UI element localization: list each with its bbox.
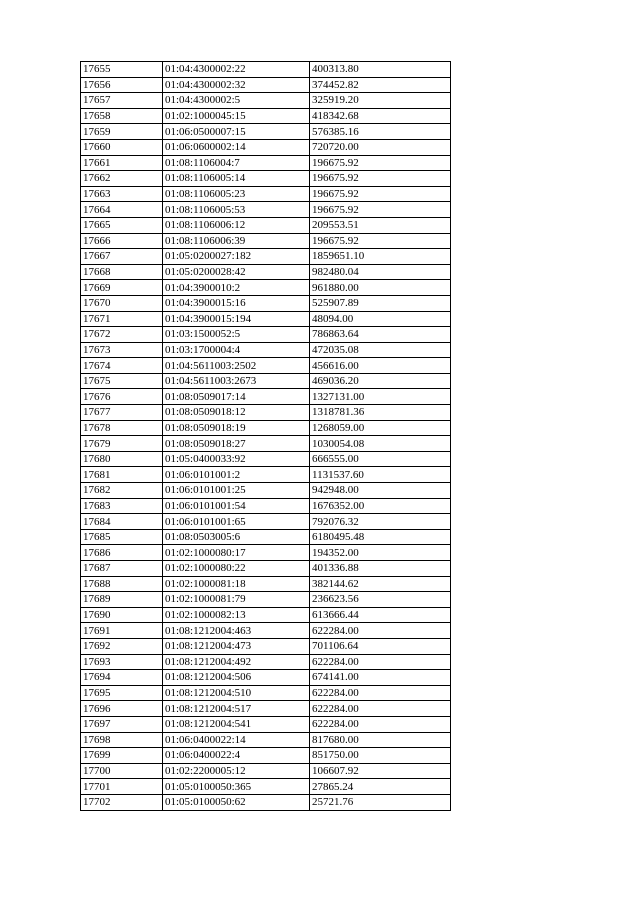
cadastral-number-cell: 01:08:1106004:7 — [163, 155, 310, 171]
table-body — [81, 62, 451, 811]
value-cell: 418342.68 — [310, 108, 451, 124]
row-number-cell: 17680 — [81, 451, 163, 467]
row-number-cell: 17691 — [81, 623, 163, 639]
table-row — [81, 451, 451, 467]
cadastral-number-cell: 01:06:0400022:14 — [163, 732, 310, 748]
row-number-cell: 17682 — [81, 483, 163, 499]
row-number-cell: 17698 — [81, 732, 163, 748]
table-row — [81, 420, 451, 436]
cadastral-number-cell: 01:08:0509018:27 — [163, 436, 310, 452]
cadastral-number-cell: 01:05:0100050:365 — [163, 779, 310, 795]
value-cell: 961880.00 — [310, 280, 451, 296]
value-cell: 469036.20 — [310, 373, 451, 389]
row-number-cell: 17662 — [81, 171, 163, 187]
cadastral-number-cell: 01:02:2200005:12 — [163, 763, 310, 779]
table-row — [81, 342, 451, 358]
row-number-cell: 17690 — [81, 607, 163, 623]
table-row — [81, 498, 451, 514]
cadastral-number-cell: 01:02:1000081:18 — [163, 576, 310, 592]
table-row — [81, 389, 451, 405]
value-cell: 576385.16 — [310, 124, 451, 140]
row-number-cell: 17674 — [81, 358, 163, 374]
row-number-cell: 17701 — [81, 779, 163, 795]
row-number-cell: 17677 — [81, 405, 163, 421]
value-cell: 1318781.36 — [310, 405, 451, 421]
value-cell: 666555.00 — [310, 451, 451, 467]
table-row — [81, 217, 451, 233]
row-number-cell: 17694 — [81, 670, 163, 686]
cadastral-number-cell: 01:08:0509018:12 — [163, 405, 310, 421]
table-row — [81, 732, 451, 748]
table-row — [81, 139, 451, 155]
row-number-cell: 17681 — [81, 467, 163, 483]
value-cell: 382144.62 — [310, 576, 451, 592]
row-number-cell: 17660 — [81, 139, 163, 155]
table-row — [81, 545, 451, 561]
value-cell: 786863.64 — [310, 327, 451, 343]
table-row — [81, 93, 451, 109]
table-row — [81, 561, 451, 577]
value-cell: 48094.00 — [310, 311, 451, 327]
table-row — [81, 171, 451, 187]
table-row — [81, 249, 451, 265]
cadastral-number-cell: 01:08:1106006:12 — [163, 217, 310, 233]
cadastral-number-cell: 01:04:4300002:5 — [163, 93, 310, 109]
row-number-cell: 17678 — [81, 420, 163, 436]
value-cell: 622284.00 — [310, 716, 451, 732]
table-row — [81, 373, 451, 389]
value-cell: 196675.92 — [310, 186, 451, 202]
cadastral-number-cell: 01:02:1000045:15 — [163, 108, 310, 124]
table-row — [81, 436, 451, 452]
value-cell: 792076.32 — [310, 514, 451, 530]
value-cell: 1030054.08 — [310, 436, 451, 452]
row-number-cell: 17700 — [81, 763, 163, 779]
table-row — [81, 514, 451, 530]
table-row — [81, 295, 451, 311]
value-cell: 6180495.48 — [310, 529, 451, 545]
row-number-cell: 17671 — [81, 311, 163, 327]
value-cell: 622284.00 — [310, 654, 451, 670]
row-number-cell: 17685 — [81, 529, 163, 545]
value-cell: 236623.56 — [310, 592, 451, 608]
cadastral-number-cell: 01:06:0600002:14 — [163, 139, 310, 155]
value-cell: 817680.00 — [310, 732, 451, 748]
row-number-cell: 17658 — [81, 108, 163, 124]
cadastral-number-cell: 01:08:1212004:492 — [163, 654, 310, 670]
row-number-cell: 17672 — [81, 327, 163, 343]
row-number-cell: 17670 — [81, 295, 163, 311]
value-cell: 325919.20 — [310, 93, 451, 109]
cadastral-number-cell: 01:08:1212004:506 — [163, 670, 310, 686]
row-number-cell: 17683 — [81, 498, 163, 514]
table-row — [81, 108, 451, 124]
value-cell: 209553.51 — [310, 217, 451, 233]
table-row — [81, 685, 451, 701]
table-row — [81, 748, 451, 764]
row-number-cell: 17699 — [81, 748, 163, 764]
row-number-cell: 17684 — [81, 514, 163, 530]
value-cell: 851750.00 — [310, 748, 451, 764]
value-cell: 1676352.00 — [310, 498, 451, 514]
value-cell: 106607.92 — [310, 763, 451, 779]
value-cell: 374452.82 — [310, 77, 451, 93]
table-row — [81, 638, 451, 654]
row-number-cell: 17687 — [81, 561, 163, 577]
value-cell: 25721.76 — [310, 794, 451, 810]
value-cell: 622284.00 — [310, 623, 451, 639]
value-cell: 196675.92 — [310, 155, 451, 171]
cadastral-number-cell: 01:05:0100050:62 — [163, 794, 310, 810]
table-row — [81, 623, 451, 639]
value-cell: 1327131.00 — [310, 389, 451, 405]
row-number-cell: 17676 — [81, 389, 163, 405]
table-row — [81, 311, 451, 327]
row-number-cell: 17666 — [81, 233, 163, 249]
row-number-cell: 17656 — [81, 77, 163, 93]
row-number-cell: 17702 — [81, 794, 163, 810]
table-row — [81, 794, 451, 810]
table-row — [81, 405, 451, 421]
table-row — [81, 483, 451, 499]
table-row — [81, 358, 451, 374]
value-cell: 1131537.60 — [310, 467, 451, 483]
row-number-cell: 17689 — [81, 592, 163, 608]
cadastral-number-cell: 01:06:0101001:65 — [163, 514, 310, 530]
cadastral-number-cell: 01:04:5611003:2673 — [163, 373, 310, 389]
cadastral-number-cell: 01:08:0503005:6 — [163, 529, 310, 545]
row-number-cell: 17679 — [81, 436, 163, 452]
cadastral-number-cell: 01:04:3900015:16 — [163, 295, 310, 311]
cadastral-number-cell: 01:05:0400033:92 — [163, 451, 310, 467]
value-cell: 1859651.10 — [310, 249, 451, 265]
row-number-cell: 17667 — [81, 249, 163, 265]
row-number-cell: 17664 — [81, 202, 163, 218]
row-number-cell: 17695 — [81, 685, 163, 701]
value-cell: 196675.92 — [310, 171, 451, 187]
value-cell: 196675.92 — [310, 233, 451, 249]
table-row — [81, 670, 451, 686]
table-row — [81, 607, 451, 623]
cadastral-number-cell: 01:05:0200028:42 — [163, 264, 310, 280]
table-row — [81, 155, 451, 171]
table-row — [81, 779, 451, 795]
table-row — [81, 327, 451, 343]
row-number-cell: 17659 — [81, 124, 163, 140]
row-number-cell: 17693 — [81, 654, 163, 670]
cadastral-number-cell: 01:06:0400022:4 — [163, 748, 310, 764]
row-number-cell: 17663 — [81, 186, 163, 202]
cadastral-number-cell: 01:08:1212004:517 — [163, 701, 310, 717]
row-number-cell: 17697 — [81, 716, 163, 732]
cadastral-number-cell: 01:04:3900015:194 — [163, 311, 310, 327]
cadastral-number-cell: 01:08:1106006:39 — [163, 233, 310, 249]
cadastral-number-cell: 01:04:3900010:2 — [163, 280, 310, 296]
table-row — [81, 592, 451, 608]
value-cell: 613666.44 — [310, 607, 451, 623]
row-number-cell: 17661 — [81, 155, 163, 171]
cadastral-number-cell: 01:08:1212004:463 — [163, 623, 310, 639]
table-row — [81, 654, 451, 670]
table-row — [81, 264, 451, 280]
value-cell: 525907.89 — [310, 295, 451, 311]
cadastral-number-cell: 01:08:0509017:14 — [163, 389, 310, 405]
cadastral-number-cell: 01:08:0509018:19 — [163, 420, 310, 436]
cadastral-number-cell: 01:02:1000080:22 — [163, 561, 310, 577]
table-row — [81, 202, 451, 218]
row-number-cell: 17657 — [81, 93, 163, 109]
row-number-cell: 17673 — [81, 342, 163, 358]
table-row — [81, 124, 451, 140]
cadastral-number-cell: 01:03:1700004:4 — [163, 342, 310, 358]
row-number-cell: 17675 — [81, 373, 163, 389]
value-cell: 1268059.00 — [310, 420, 451, 436]
table-row — [81, 701, 451, 717]
cadastral-number-cell: 01:08:1212004:510 — [163, 685, 310, 701]
value-cell: 622284.00 — [310, 685, 451, 701]
cadastral-number-cell: 01:06:0101001:2 — [163, 467, 310, 483]
cadastral-number-cell: 01:08:1212004:541 — [163, 716, 310, 732]
value-cell: 982480.04 — [310, 264, 451, 280]
row-number-cell: 17692 — [81, 638, 163, 654]
table-row — [81, 576, 451, 592]
row-number-cell: 17669 — [81, 280, 163, 296]
row-number-cell: 17655 — [81, 62, 163, 78]
value-cell: 942948.00 — [310, 483, 451, 499]
table-row — [81, 763, 451, 779]
table-row — [81, 233, 451, 249]
value-cell: 720720.00 — [310, 139, 451, 155]
row-number-cell: 17665 — [81, 217, 163, 233]
cadastral-number-cell: 01:08:1106005:14 — [163, 171, 310, 187]
row-number-cell: 17668 — [81, 264, 163, 280]
data-table — [80, 61, 451, 811]
row-number-cell: 17696 — [81, 701, 163, 717]
cadastral-number-cell: 01:08:1212004:473 — [163, 638, 310, 654]
cadastral-number-cell: 01:04:4300002:32 — [163, 77, 310, 93]
value-cell: 456616.00 — [310, 358, 451, 374]
cadastral-number-cell: 01:08:1106005:23 — [163, 186, 310, 202]
cadastral-number-cell: 01:08:1106005:53 — [163, 202, 310, 218]
cadastral-number-cell: 01:06:0500007:15 — [163, 124, 310, 140]
table-row — [81, 716, 451, 732]
cadastral-number-cell: 01:02:1000082:13 — [163, 607, 310, 623]
cadastral-number-cell: 01:06:0101001:25 — [163, 483, 310, 499]
row-number-cell: 17686 — [81, 545, 163, 561]
cadastral-number-cell: 01:05:0200027:182 — [163, 249, 310, 265]
value-cell: 472035.08 — [310, 342, 451, 358]
value-cell: 400313.80 — [310, 62, 451, 78]
value-cell: 27865.24 — [310, 779, 451, 795]
cadastral-number-cell: 01:04:4300002:22 — [163, 62, 310, 78]
value-cell: 401336.88 — [310, 561, 451, 577]
value-cell: 194352.00 — [310, 545, 451, 561]
value-cell: 622284.00 — [310, 701, 451, 717]
cadastral-number-cell: 01:02:1000080:17 — [163, 545, 310, 561]
cadastral-number-cell: 01:06:0101001:54 — [163, 498, 310, 514]
row-number-cell: 17688 — [81, 576, 163, 592]
table-row — [81, 280, 451, 296]
table-row — [81, 529, 451, 545]
table-row — [81, 467, 451, 483]
table-row — [81, 186, 451, 202]
cadastral-number-cell: 01:02:1000081:79 — [163, 592, 310, 608]
table-row — [81, 77, 451, 93]
value-cell: 701106.64 — [310, 638, 451, 654]
value-cell: 674141.00 — [310, 670, 451, 686]
table-row — [81, 62, 451, 78]
value-cell: 196675.92 — [310, 202, 451, 218]
cadastral-number-cell: 01:04:5611003:2502 — [163, 358, 310, 374]
cadastral-number-cell: 01:03:1500052:5 — [163, 327, 310, 343]
